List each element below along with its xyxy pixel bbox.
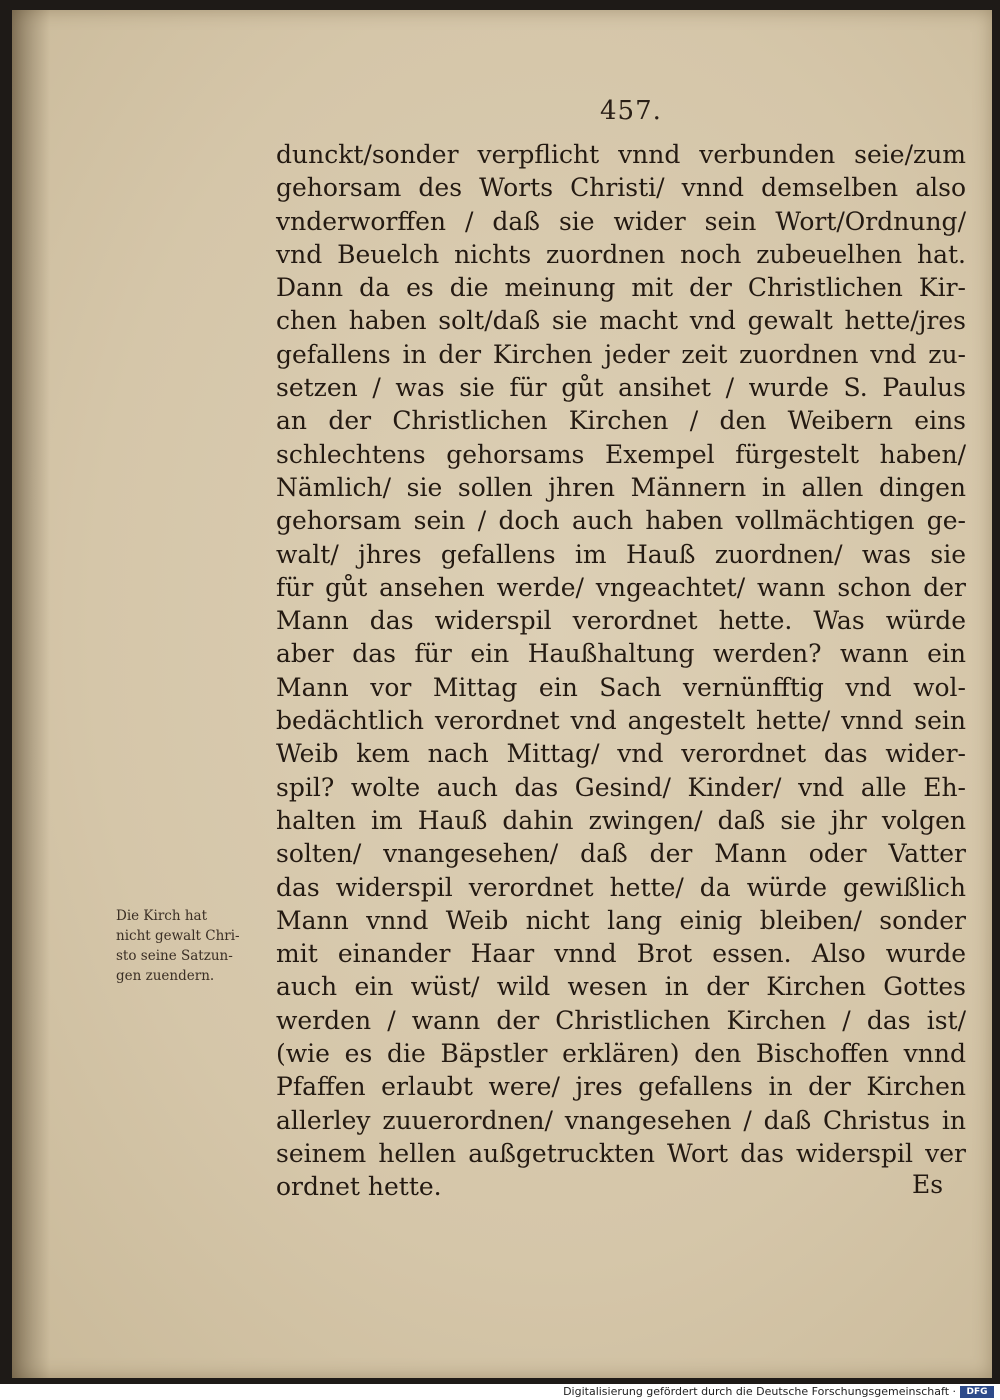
text-line: ordnet hette.	[276, 1172, 442, 1202]
text-line: (wie es die Bäpstler erklären) den Bischoffen vnnd	[276, 1039, 966, 1069]
text-line: Mann das widerspil verordnet hette. Was würde	[276, 606, 966, 636]
book-page	[12, 10, 992, 1378]
funding-credit: Digitalisierung gefördert durch die Deutsche Forschungsgemeinschaft ·	[563, 1385, 956, 1398]
text-line: gehorsam sein / doch auch haben vollmächtigen ge-	[276, 506, 966, 536]
text-line: Mann vor Mittag ein Sach vernünfftig vnd wol-	[276, 672, 966, 702]
marginal-note-line: Die Kirch hat	[116, 908, 207, 924]
text-line: mit einander Haar vnnd Brot essen. Also wurde	[276, 939, 966, 969]
dfg-logo: DFG	[960, 1386, 994, 1398]
text-line: dunckt/sonder verpflicht vnnd verbunden seie/zum	[276, 140, 966, 169]
text-line: Dann da es die meinung mit der Christlichen Kir-	[276, 273, 966, 303]
text-line: walt/ jhres gefallens im Hauß zuordnen/ was sie	[276, 539, 966, 569]
text-line: gefallens in der Kirchen jeder zeit zuordnen vnd zu-	[276, 339, 966, 369]
text-line: Mann vnnd Weib nicht lang einig bleiben/ sonder	[276, 905, 966, 935]
text-line: für gůt ansehen werde/ vngeachtet/ wann schon der	[276, 572, 966, 602]
text-line: Nämlich/ sie sollen jhren Männern in allen dingen	[276, 472, 966, 502]
marginal-note-line: sto seine Satzun-	[116, 948, 233, 964]
text-line: solten/ vnangesehen/ daß der Mann oder Vatter	[276, 839, 966, 869]
footer-bar	[0, 1384, 1000, 1400]
text-line: vnderworffen / daß sie wider sein Wort/Ordnung/	[276, 206, 966, 236]
text-line: chen haben solt/daß sie macht vnd gewalt hette/jres	[276, 306, 966, 336]
text-line: halten im Hauß dahin zwingen/ daß sie jhr volgen	[276, 805, 966, 835]
text-line: werden / wann der Christlichen Kirchen / das ist/	[276, 1005, 966, 1035]
spine-shadow	[12, 10, 50, 1378]
text-line: gehorsam des Worts Christi/ vnnd demselben also	[276, 173, 966, 203]
text-line: allerley zuuerordnen/ vnangesehen / daß Christus in	[276, 1105, 966, 1135]
text-line: seinem hellen außgetruckten Wort das widerspil ver	[276, 1138, 966, 1168]
marginal-note	[116, 906, 274, 986]
text-line: vnd Beuelch nichts zuordnen noch zubeuelhen hat.	[276, 239, 966, 269]
text-line: aber das für ein Haußhaltung werden? wann ein	[276, 639, 966, 669]
text-line: Weib kem nach Mittag/ vnd verordnet das wider-	[276, 739, 966, 769]
text-line: setzen / was sie für gůt ansihet / wurde S. Paulus	[276, 373, 966, 403]
marginal-note-line: gen zuendern.	[116, 968, 215, 984]
text-line: Pfaffen erlaubt were/ jres gefallens in der Kirchen	[276, 1072, 966, 1102]
text-line: auch ein wüst/ wild wesen in der Kirchen Gottes	[276, 972, 966, 1002]
text-line: das widerspil verordnet hette/ da würde gewißlich	[276, 872, 966, 902]
text-line: an der Christlichen Kirchen / den Weibern eins	[276, 406, 966, 436]
marginal-note-line: nicht gewalt Chri-	[116, 928, 240, 944]
page-number: 457.	[600, 96, 662, 126]
main-text-block	[276, 138, 966, 1204]
text-line: bedächtlich verordnet vnd angestelt hette/ vnnd sein	[276, 706, 966, 736]
text-line: schlechtens gehorsams Exempel fürgestelt haben/	[276, 439, 966, 469]
text-line: spil? wolte auch das Gesind/ Kinder/ vnd alle Eh-	[276, 772, 966, 802]
catchword: Es	[912, 1170, 944, 1199]
